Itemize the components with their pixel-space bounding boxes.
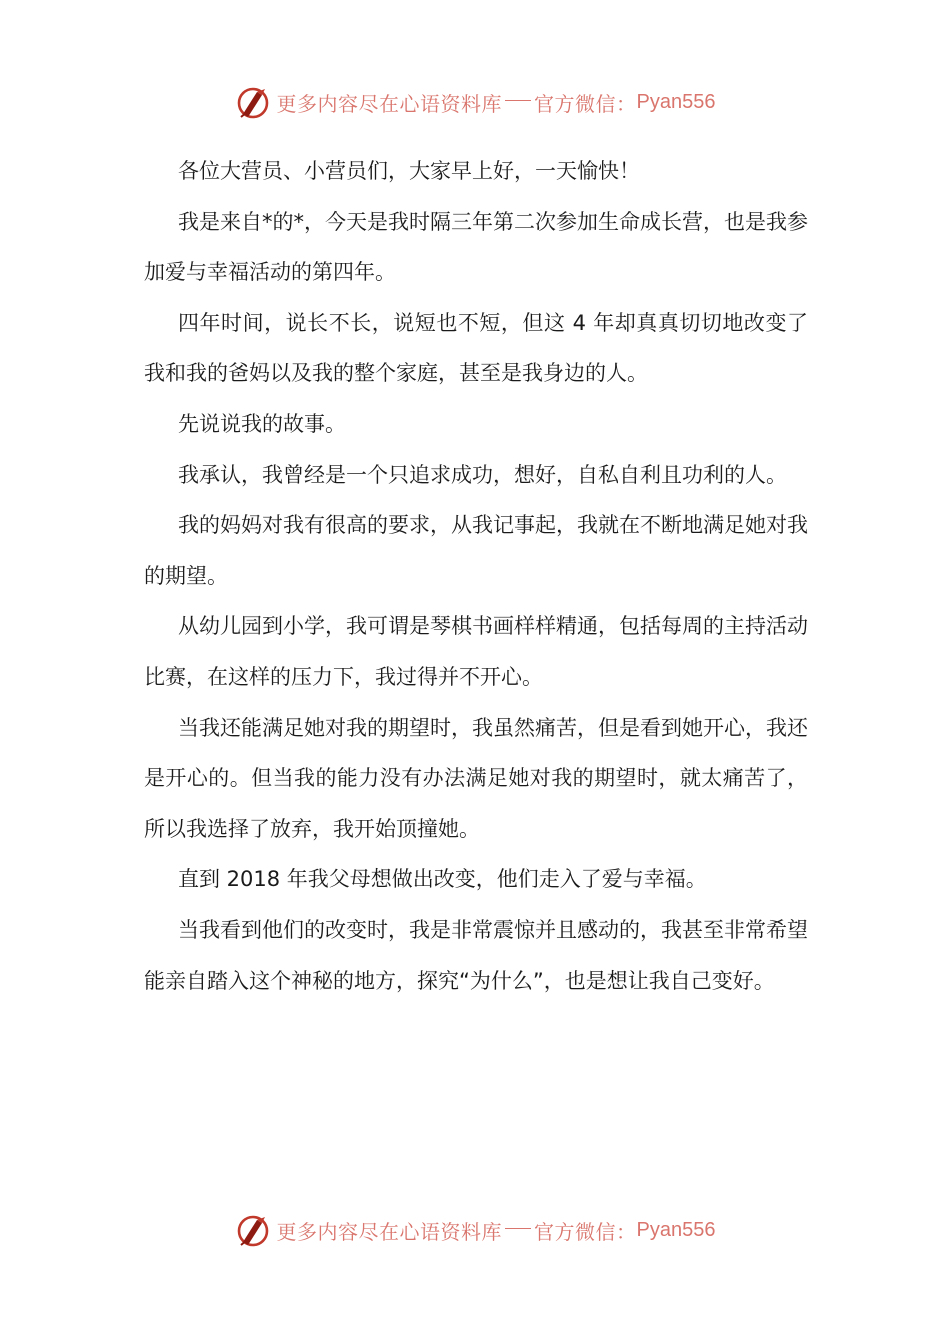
paragraph: 我承认，我曾经是一个只追求成功，想好，自私自利且功利的人。 bbox=[178, 462, 787, 487]
paragraph: 先说说我的故事。 bbox=[178, 411, 346, 436]
banner-wechat-label: 官方微信： bbox=[534, 1219, 637, 1244]
banner-wechat-label: 官方微信： bbox=[534, 91, 637, 116]
paragraph: 我的妈妈对我有很高的要求，从我记事起，我就在不断地满足她对我的期望。 bbox=[144, 513, 808, 588]
paragraph: 各位大营员、小营员们，大家早上好，一天愉快！ bbox=[178, 159, 640, 183]
document-body bbox=[144, 146, 808, 1006]
paragraph: 四年时间，说长不长，说短也不短，但这 4 年却真真切切地改变了我和我的爸妈以及我的整个家庭，甚至是我身边的人。 bbox=[144, 310, 808, 386]
banner-wechat-id: Pyan556 bbox=[636, 1218, 716, 1241]
footer-banner bbox=[0, 1208, 950, 1252]
header-banner bbox=[0, 80, 950, 124]
paragraph: 从幼儿园到小学，我可谓是琴棋书画样样精通，包括每周的主持活动比赛，在这样的压力下，我过得并不开心。 bbox=[144, 614, 808, 689]
paragraph: 直到 2018 年我父母想做出改变，他们走入了爱与幸福。 bbox=[178, 867, 707, 892]
pen-logo-icon bbox=[235, 1212, 271, 1248]
banner-wechat-id: Pyan556 bbox=[636, 90, 716, 113]
paragraph: 我是来自*的*，今天是我时隔三年第二次参加生命成长营，也是我参加爱与幸福活动的第四年。 bbox=[144, 209, 808, 285]
paragraph: 当我还能满足她对我的期望时，我虽然痛苦，但是看到她开心，我还是开心的。但当我的能力没有办法满足她对我的期望时，就太痛苦了，所以我选择了放弃，我开始顶撞她。 bbox=[144, 715, 808, 841]
banner-dash bbox=[505, 100, 531, 101]
banner-text: 更多内容尽在心语资料库 bbox=[276, 1219, 503, 1244]
paragraph: 当我看到他们的改变时，我是非常震惊并且感动的，我甚至非常希望能亲自踏入这个神秘的地方，探究“为什么”，也是想让我自己变好。 bbox=[144, 917, 808, 993]
pen-logo-icon bbox=[235, 84, 271, 120]
banner-dash bbox=[505, 1228, 531, 1229]
banner-text: 更多内容尽在心语资料库 bbox=[276, 91, 503, 116]
